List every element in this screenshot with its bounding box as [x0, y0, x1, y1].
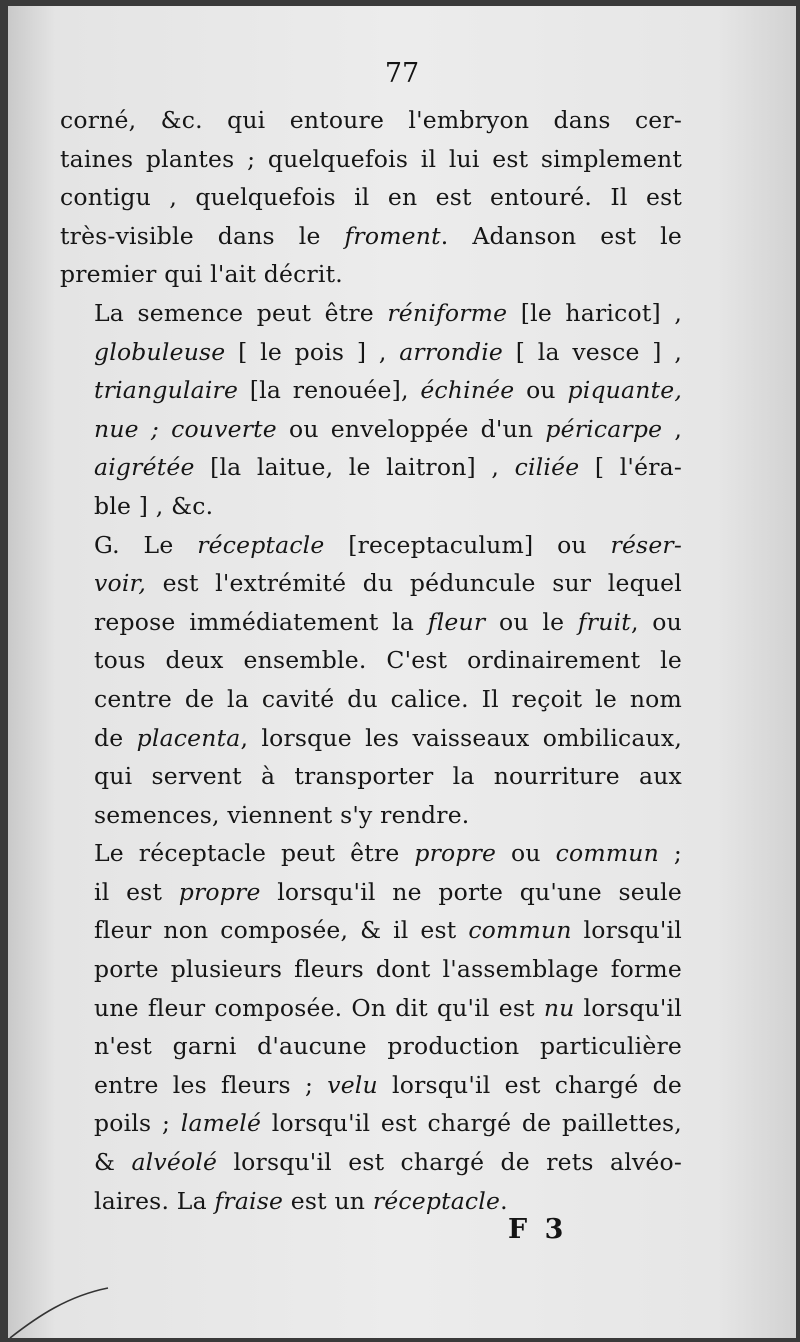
italic-term: aigrétée [94, 453, 195, 482]
text-line [60, 873, 682, 912]
text-line [60, 255, 682, 294]
text-run: [ le pois ] , [225, 337, 400, 366]
text-line [60, 294, 682, 333]
italic-term: lamelé [180, 1109, 262, 1138]
text-run: ; [658, 839, 682, 868]
text-run: qui servent à transporter la nourriture aux [94, 762, 682, 791]
text-run: ou [514, 376, 568, 405]
text-line [60, 680, 682, 719]
text-run: laires. La [94, 1186, 215, 1215]
text-run: . Adanson est le [440, 221, 682, 250]
text-run: porte plusieurs fleurs dont l'assemblage forme [94, 955, 682, 984]
text-line [60, 1143, 682, 1182]
text-line [60, 989, 682, 1028]
text-run: est un [283, 1186, 373, 1215]
text-line [60, 911, 682, 950]
body-text [60, 101, 682, 1220]
italic-term: réniforme [387, 298, 508, 327]
text-line [60, 101, 682, 140]
text-run: ou [496, 839, 556, 868]
text-run: repose immédiatement la [94, 607, 428, 636]
text-run: très-visible dans le [60, 221, 345, 250]
text-run: [receptaculum] ou [324, 530, 611, 559]
text-line [60, 719, 682, 758]
text-line [60, 371, 682, 410]
text-run: , ou [630, 607, 682, 636]
text-run: [ la vesce ] , [503, 337, 682, 366]
paragraph [60, 526, 682, 835]
text-line [60, 834, 682, 873]
text-run: n'est garni d'aucune production particulière [94, 1032, 682, 1061]
pen-mark-decoration [8, 1246, 128, 1338]
text-line [60, 217, 682, 256]
text-line [60, 950, 682, 989]
italic-term: réceptacle [372, 1186, 501, 1215]
text-run: il est [94, 877, 179, 906]
italic-term: triangulaire [94, 376, 239, 405]
text-run: lorsqu'il [574, 993, 682, 1022]
text-line [60, 140, 682, 179]
italic-term: commun [468, 916, 572, 945]
italic-term: propre [414, 839, 497, 868]
text-run: & [94, 1148, 132, 1177]
text-run: , lorsque les vaisseaux ombilicaux, [240, 723, 682, 752]
text-run: centre de la cavité du calice. Il reçoit le nom [94, 684, 682, 713]
page-number: 77 [384, 58, 420, 89]
text-line [60, 448, 682, 487]
paragraph [60, 101, 682, 294]
italic-term: globuleuse [94, 337, 226, 366]
text-run: La semence peut être [94, 298, 388, 327]
text-line [60, 333, 682, 372]
italic-term: voir, [94, 569, 147, 598]
text-run: , [662, 414, 682, 443]
signature-mark: F 3 [508, 1214, 568, 1245]
text-run: lorsqu'il est chargé de paillettes, [261, 1109, 682, 1138]
text-run: de [94, 723, 137, 752]
text-run: lorsqu'il est chargé de [377, 1070, 682, 1099]
text-line [60, 1027, 682, 1066]
book-page [8, 6, 796, 1338]
italic-term: placenta [136, 723, 241, 752]
italic-term: péricarpe [545, 414, 663, 443]
text-run: [le haricot] , [507, 298, 683, 327]
text-run: [ l'éra- [579, 453, 682, 482]
text-line [60, 757, 682, 796]
italic-term: alvéolé [131, 1148, 218, 1177]
italic-term: piquante, [567, 376, 682, 405]
text-line [60, 1104, 682, 1143]
italic-term: échinée [420, 376, 515, 405]
text-run: ou enveloppée d'un [276, 414, 546, 443]
text-run: une fleur composée. On dit qu'il est [94, 993, 544, 1022]
italic-term: ciliée [514, 453, 580, 482]
text-run: corné, &c. qui entoure l'embryon dans cer- [60, 106, 682, 134]
text-run: Le réceptacle peut être [94, 839, 415, 868]
text-run: contigu , quelquefois il en est entouré. Il est [60, 183, 682, 212]
text-line [60, 526, 682, 565]
paragraph [60, 294, 682, 526]
text-line [60, 1182, 682, 1221]
text-run: semences, viennent s'y rendre. [94, 800, 470, 829]
italic-term: réser- [610, 530, 682, 559]
italic-term: fruit [577, 607, 631, 636]
text-run: lorsqu'il ne porte qu'une seule [260, 877, 682, 906]
text-run: lorsqu'il est chargé de rets alvéo- [217, 1148, 682, 1177]
text-line [60, 796, 682, 835]
italic-term: nu [543, 993, 575, 1022]
text-line [60, 641, 682, 680]
text-run: G. Le [94, 530, 198, 559]
italic-term: propre [178, 877, 261, 906]
text-line [60, 410, 682, 449]
italic-term: fraise [214, 1186, 284, 1215]
italic-term: réceptacle [197, 530, 325, 559]
italic-term: arrondie [399, 337, 504, 366]
italic-term: nue ; couverte [94, 414, 277, 443]
text-run: tous deux ensemble. C'est ordinairement le [94, 646, 682, 675]
text-line [60, 564, 682, 603]
text-run: est l'extrémité du péduncule sur lequel [146, 569, 682, 598]
text-run: taines plantes ; quelquefois il lui est simplement [60, 144, 682, 173]
text-run: [la renouée], [238, 376, 421, 405]
text-run: fleur non composée, & il est [94, 916, 469, 945]
italic-term: froment [344, 221, 441, 250]
text-run: . [500, 1186, 508, 1215]
italic-term: fleur [427, 607, 486, 636]
paragraph [60, 834, 682, 1220]
italic-term: velu [327, 1070, 378, 1099]
text-run: [la laitue, le laitron] , [194, 453, 515, 482]
text-run: ble ] , &c. [94, 491, 214, 520]
italic-term: commun [555, 839, 659, 868]
text-run: premier qui l'ait décrit. [60, 260, 343, 289]
text-run: ou le [485, 607, 578, 636]
text-run: entre les fleurs ; [94, 1070, 328, 1099]
text-line [60, 178, 682, 217]
text-line [60, 1066, 682, 1105]
text-run: lorsqu'il [571, 916, 682, 945]
text-line [60, 603, 682, 642]
text-run: poils ; [94, 1109, 181, 1138]
text-line [60, 487, 682, 526]
